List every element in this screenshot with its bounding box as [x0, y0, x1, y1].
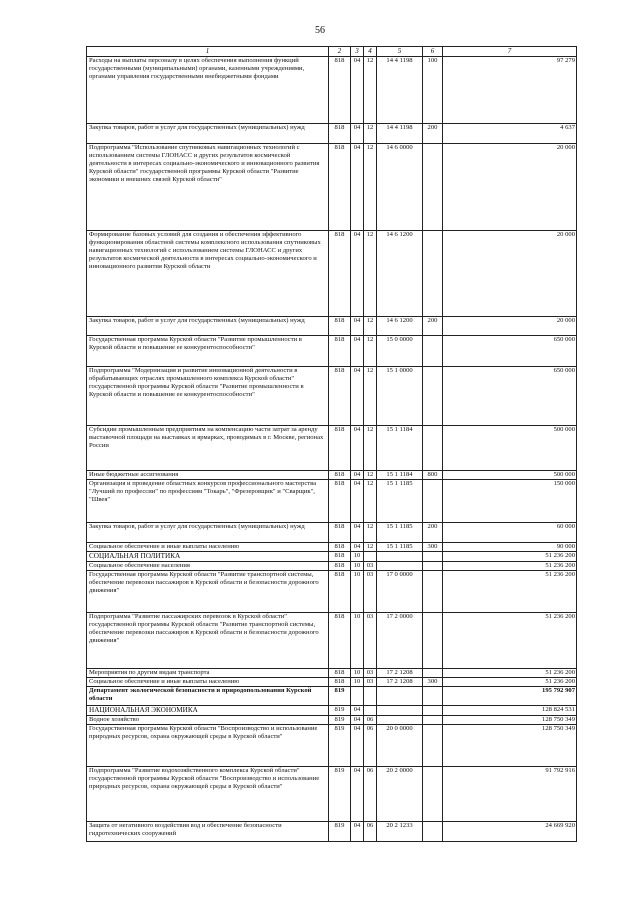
- table-row: [87, 706, 577, 716]
- row-gr: 819: [329, 716, 351, 725]
- row-sum: 20 000: [443, 231, 577, 317]
- row-cs: 17 2 1208: [377, 678, 423, 687]
- row-vr: [423, 669, 443, 678]
- row-name: Социальное обеспечение населения: [87, 562, 329, 571]
- row-cs: 15 0 0000: [377, 336, 423, 367]
- row-cs: 17 2 1208: [377, 669, 423, 678]
- row-name: Защита от негативного воздействия вод и обеспечение безопасности гидротехнических сооружений: [87, 822, 329, 842]
- row-rz: 04: [351, 124, 364, 144]
- row-sum: 24 669 920: [443, 822, 577, 842]
- row-rz: 04: [351, 426, 364, 471]
- row-sum: 128 750 349: [443, 716, 577, 725]
- table-row: [87, 144, 577, 231]
- row-name: Подпрограмма "Использование спутниковых навигационных технологий с использованием системы ГЛОНАСС и других результатов космической деятельности в интересах социально-экономического и инновационного развития Курской области" государственной программы Курской области "Развитие экономики и внешних связей Курской области": [87, 144, 329, 231]
- row-pr: 12: [364, 124, 377, 144]
- row-rz: 04: [351, 317, 364, 336]
- row-vr: 200: [423, 124, 443, 144]
- row-rz: 04: [351, 725, 364, 767]
- row-vr: [423, 231, 443, 317]
- row-gr: 818: [329, 480, 351, 523]
- header-row: [87, 47, 577, 57]
- table-row: [87, 231, 577, 317]
- row-rz: 10: [351, 678, 364, 687]
- row-pr: 12: [364, 317, 377, 336]
- row-sum: 51 236 200: [443, 562, 577, 571]
- row-vr: [423, 716, 443, 725]
- row-gr: 818: [329, 571, 351, 613]
- table-row: [87, 426, 577, 471]
- row-sum: 500 000: [443, 426, 577, 471]
- row-vr: [423, 613, 443, 669]
- row-name: Закупка товаров, работ и услуг для государственных (муниципальных) нужд: [87, 124, 329, 144]
- row-cs: 20 0 0000: [377, 725, 423, 767]
- row-sum: 195 792 907: [443, 687, 577, 706]
- table-row: [87, 571, 577, 613]
- page-number: 56: [315, 25, 325, 36]
- row-pr: 12: [364, 426, 377, 471]
- row-name: Подпрограмма "Развитие пассажирских перевозок в Курской области" государственной программы Курской области "Развитие транспортной системы, обеспечение перевозки пассажиров в Курской области и безопасности дорожного движения": [87, 613, 329, 669]
- row-cs: 20 2 0000: [377, 767, 423, 822]
- row-name: Закупка товаров, работ и услуг для государственных (муниципальных) нужд: [87, 317, 329, 336]
- row-vr: 800: [423, 471, 443, 480]
- row-gr: 818: [329, 471, 351, 480]
- row-gr: 818: [329, 669, 351, 678]
- row-pr: [364, 552, 377, 562]
- row-name: Расходы на выплаты персоналу в целях обеспечения выполнения функций государственными (муниципальными) органами, казенными учреждениями, органами управления государственными внебюджетными фондами: [87, 57, 329, 124]
- row-cs: [377, 706, 423, 716]
- table-row: [87, 767, 577, 822]
- row-cs: 15 1 0000: [377, 367, 423, 426]
- row-pr: 03: [364, 669, 377, 678]
- row-sum: 150 000: [443, 480, 577, 523]
- row-gr: 818: [329, 552, 351, 562]
- row-gr: 818: [329, 367, 351, 426]
- row-pr: 03: [364, 562, 377, 571]
- budget-table: [86, 46, 577, 842]
- row-gr: 818: [329, 124, 351, 144]
- row-name: Государственная программа Курской области "Развитие промышленности в Курской области и повышение ее конкурентоспособности": [87, 336, 329, 367]
- row-rz: 04: [351, 706, 364, 716]
- table-row: [87, 57, 577, 124]
- row-cs: 14 6 1200: [377, 231, 423, 317]
- row-rz: 04: [351, 57, 364, 124]
- row-pr: 12: [364, 144, 377, 231]
- table-row: [87, 543, 577, 552]
- row-name: Социальное обеспечение и иные выплаты населению: [87, 678, 329, 687]
- row-gr: 819: [329, 822, 351, 842]
- row-vr: [423, 706, 443, 716]
- row-rz: 04: [351, 543, 364, 552]
- row-rz: 10: [351, 669, 364, 678]
- row-vr: [423, 562, 443, 571]
- table-row: [87, 669, 577, 678]
- row-name: Подпрограмма "Развитие водохозяйственного комплекса Курской области" государственной программы Курской области "Воспроизводство и использование природных ресурсов, охрана окружающей среды в Курской области": [87, 767, 329, 822]
- row-name: Организация и проведение областных конкурсов профессионального мастерства "Лучший по профессии" по профессиям "Токарь", "Фрезеровщик" и "Сварщик", "Швея": [87, 480, 329, 523]
- row-cs: 14 4 1198: [377, 57, 423, 124]
- row-gr: 818: [329, 523, 351, 543]
- row-pr: 06: [364, 716, 377, 725]
- row-rz: 04: [351, 523, 364, 543]
- row-vr: 300: [423, 543, 443, 552]
- table-row: [87, 471, 577, 480]
- row-rz: 04: [351, 716, 364, 725]
- row-rz: 04: [351, 336, 364, 367]
- row-rz: 04: [351, 231, 364, 317]
- row-rz: 10: [351, 571, 364, 613]
- row-vr: 200: [423, 317, 443, 336]
- row-vr: 300: [423, 678, 443, 687]
- row-gr: 819: [329, 767, 351, 822]
- table-row: [87, 687, 577, 706]
- header-cell: 6: [423, 47, 443, 57]
- header-cell: 1: [87, 47, 329, 57]
- row-vr: [423, 336, 443, 367]
- row-gr: 819: [329, 706, 351, 716]
- row-name: Водное хозяйство: [87, 716, 329, 725]
- row-sum: 20 000: [443, 144, 577, 231]
- header-cell: 7: [443, 47, 577, 57]
- row-cs: 17 2 0000: [377, 613, 423, 669]
- row-cs: [377, 562, 423, 571]
- row-pr: 03: [364, 678, 377, 687]
- row-sum: 97 279: [443, 57, 577, 124]
- row-name: Закупка товаров, работ и услуг для государственных (муниципальных) нужд: [87, 523, 329, 543]
- row-vr: [423, 571, 443, 613]
- row-vr: 100: [423, 57, 443, 124]
- row-sum: 91 792 916: [443, 767, 577, 822]
- table-row: [87, 613, 577, 669]
- row-gr: 818: [329, 144, 351, 231]
- row-cs: 15 1 1185: [377, 523, 423, 543]
- row-sum: 650 000: [443, 367, 577, 426]
- row-name: Государственная программа Курской области "Развитие транспортной системы, обеспечение перевозки пассажиров в Курской области и безопасности дорожного движения": [87, 571, 329, 613]
- row-cs: 14 6 0000: [377, 144, 423, 231]
- row-cs: 17 0 0000: [377, 571, 423, 613]
- row-sum: 51 236 200: [443, 571, 577, 613]
- row-rz: 10: [351, 562, 364, 571]
- row-sum: 51 236 200: [443, 678, 577, 687]
- row-cs: [377, 716, 423, 725]
- header-cell: 5: [377, 47, 423, 57]
- row-vr: [423, 426, 443, 471]
- header-cell: 2: [329, 47, 351, 57]
- row-rz: 04: [351, 767, 364, 822]
- row-cs: [377, 552, 423, 562]
- table-row: [87, 317, 577, 336]
- row-rz: 04: [351, 471, 364, 480]
- table-row: [87, 480, 577, 523]
- row-vr: 200: [423, 523, 443, 543]
- table-row: [87, 725, 577, 767]
- row-pr: 03: [364, 571, 377, 613]
- row-name: Формирование базовых условий для создания и обеспечения эффективного функционирования областной системы комплексного использования спутниковых навигационных технологий с использованием системы ГЛОНАСС и других результатов космической деятельности в интересах социально-экономического и инновационного развития Курской области: [87, 231, 329, 317]
- row-vr: [423, 822, 443, 842]
- row-name: СОЦИАЛЬНАЯ ПОЛИТИКА: [87, 552, 329, 562]
- row-pr: 12: [364, 231, 377, 317]
- table-row: [87, 336, 577, 367]
- row-sum: 500 000: [443, 471, 577, 480]
- row-gr: 818: [329, 231, 351, 317]
- table-row: [87, 367, 577, 426]
- table-row: [87, 552, 577, 562]
- row-vr: [423, 144, 443, 231]
- row-rz: [351, 687, 364, 706]
- row-vr: [423, 725, 443, 767]
- row-sum: 51 236 200: [443, 669, 577, 678]
- row-pr: 12: [364, 523, 377, 543]
- row-pr: 12: [364, 480, 377, 523]
- row-name: Мероприятия по другим видам транспорта: [87, 669, 329, 678]
- row-gr: 819: [329, 725, 351, 767]
- row-sum: 650 000: [443, 336, 577, 367]
- row-cs: 14 6 1200: [377, 317, 423, 336]
- table-row: [87, 523, 577, 543]
- row-cs: 15 1 1185: [377, 480, 423, 523]
- row-gr: 819: [329, 687, 351, 706]
- row-gr: 818: [329, 317, 351, 336]
- table-row: [87, 716, 577, 725]
- row-pr: [364, 687, 377, 706]
- row-vr: [423, 767, 443, 822]
- row-name: НАЦИОНАЛЬНАЯ ЭКОНОМИКА: [87, 706, 329, 716]
- row-gr: 818: [329, 678, 351, 687]
- row-pr: [364, 706, 377, 716]
- row-rz: 10: [351, 552, 364, 562]
- row-name: Подпрограмма "Модернизация и развитие инновационной деятельности в обрабатывающих отраслях промышленного комплекса Курской области" государственной программы Курской области "Развитие промышленности в Курской области и повышение ее конкурентоспособности": [87, 367, 329, 426]
- row-pr: 12: [364, 471, 377, 480]
- row-pr: 12: [364, 336, 377, 367]
- row-gr: 818: [329, 426, 351, 471]
- row-name: Государственная программа Курской области "Воспроизводство и использование природных ресурсов, охрана окружающей среды в Курской области": [87, 725, 329, 767]
- row-name: Департамент экологической безопасности и природопользования Курской области: [87, 687, 329, 706]
- table-row: [87, 124, 577, 144]
- table-row: [87, 678, 577, 687]
- row-gr: 818: [329, 57, 351, 124]
- row-pr: 03: [364, 613, 377, 669]
- row-cs: 15 1 1184: [377, 426, 423, 471]
- row-pr: 06: [364, 767, 377, 822]
- row-name: Социальное обеспечение и иные выплаты населению: [87, 543, 329, 552]
- header-cell: 4: [364, 47, 377, 57]
- table-row: [87, 562, 577, 571]
- row-pr: 06: [364, 725, 377, 767]
- row-rz: 04: [351, 822, 364, 842]
- header-cell: 3: [351, 47, 364, 57]
- row-rz: 04: [351, 480, 364, 523]
- row-rz: 04: [351, 144, 364, 231]
- row-vr: [423, 367, 443, 426]
- row-sum: 20 000: [443, 317, 577, 336]
- row-sum: 51 236 200: [443, 613, 577, 669]
- row-sum: 51 236 200: [443, 552, 577, 562]
- row-name: Субсидии промышленным предприятиям на компенсацию части затрат за аренду выставочной площади на выставках и ярмарках, проводимых в г. Москве, регионах России: [87, 426, 329, 471]
- row-cs: 15 1 1185: [377, 543, 423, 552]
- row-sum: 60 000: [443, 523, 577, 543]
- row-name: Иные бюджетные ассигнования: [87, 471, 329, 480]
- row-pr: 12: [364, 57, 377, 124]
- row-pr: 12: [364, 543, 377, 552]
- row-cs: [377, 687, 423, 706]
- row-sum: 90 000: [443, 543, 577, 552]
- row-cs: 15 1 1184: [377, 471, 423, 480]
- row-gr: 818: [329, 562, 351, 571]
- row-gr: 818: [329, 336, 351, 367]
- row-cs: 14 4 1198: [377, 124, 423, 144]
- row-sum: 4 637: [443, 124, 577, 144]
- row-vr: [423, 687, 443, 706]
- row-vr: [423, 480, 443, 523]
- row-gr: 818: [329, 613, 351, 669]
- row-pr: 06: [364, 822, 377, 842]
- row-sum: 128 750 349: [443, 725, 577, 767]
- row-gr: 818: [329, 543, 351, 552]
- table-row: [87, 822, 577, 842]
- row-rz: 10: [351, 613, 364, 669]
- row-cs: 20 2 1233: [377, 822, 423, 842]
- row-rz: 04: [351, 367, 364, 426]
- row-vr: [423, 552, 443, 562]
- row-pr: 12: [364, 367, 377, 426]
- row-sum: 128 824 531: [443, 706, 577, 716]
